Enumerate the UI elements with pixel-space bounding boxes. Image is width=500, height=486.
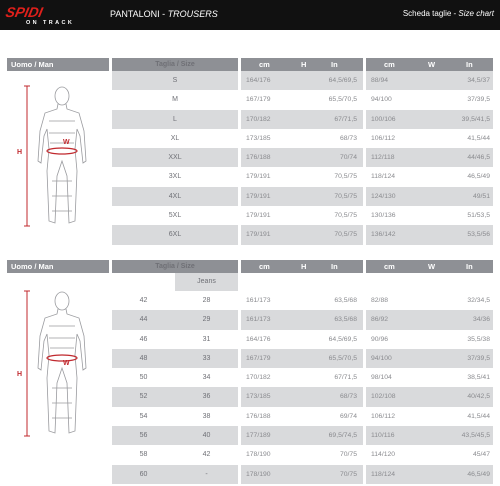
waist-in-cell: 53,5/56 [467, 231, 490, 239]
title-italic: TROUSERS [167, 9, 218, 19]
it-size-cell: 46 [139, 335, 148, 343]
table-row [112, 445, 493, 464]
col-w-cm: cm [384, 60, 395, 69]
height-cm-cell: 170/182 [246, 374, 271, 382]
jeans-subheader-row [112, 273, 493, 291]
waist-in-cell: 46,5/49 [467, 173, 490, 181]
table-row [112, 225, 493, 244]
waist-in-cell: 37/39,5 [467, 96, 490, 104]
height-cm-cell: 177/189 [246, 432, 271, 440]
col-w-in: In [466, 60, 473, 69]
table-row [112, 387, 493, 406]
height-in-cell: 64,5/69,5 [328, 77, 357, 84]
height-cm-cell: 173/185 [246, 393, 271, 401]
height-in-cell: 64,5/69,5 [328, 335, 357, 343]
jeans-size-cell: - [205, 470, 208, 478]
table-row [112, 407, 493, 426]
waist-in-cell: 46,5/49 [467, 470, 490, 478]
height-in-cell: 70,5/75 [334, 173, 357, 181]
height-in-cell: 70,5/75 [334, 192, 357, 200]
waist-cm-cell: 110/116 [371, 432, 395, 440]
table-row [112, 90, 493, 109]
height-in-cell: 65,5/70,5 [328, 96, 357, 104]
col-size: Taglia / Size [155, 263, 195, 270]
brand-logo [6, 4, 102, 28]
subtitle-italic: Size chart [458, 9, 494, 18]
table-header [112, 58, 493, 71]
height-cm-cell: 164/176 [246, 335, 271, 343]
waist-cm-cell: 94/100 [371, 354, 392, 362]
body-measurement-illustration [7, 71, 109, 241]
it-size-cell: 54 [139, 412, 148, 420]
size-cell: XXL [168, 154, 182, 162]
col-h: H [301, 60, 307, 69]
height-marker-label: H [17, 371, 23, 378]
size-cell: S [172, 77, 178, 84]
waist-cm-cell: 106/112 [371, 412, 396, 420]
height-in-cell: 69/74 [339, 412, 357, 420]
size-cell: 6XL [168, 231, 182, 239]
table-row [112, 330, 493, 349]
waist-cm-cell: 118/124 [371, 173, 396, 181]
table-row [112, 129, 493, 148]
height-in-cell: 70,5/75 [334, 231, 357, 239]
jeans-size-cell: 33 [202, 354, 211, 362]
col-h-cm: cm [259, 60, 270, 69]
height-in-cell: 63,5/68 [334, 297, 357, 304]
figure-label: Uomo / Man [7, 260, 109, 273]
size-cell: 5XL [168, 212, 182, 220]
waist-in-cell: 37/39,5 [467, 354, 490, 362]
waist-in-cell: 41,5/44 [467, 134, 490, 142]
jeans-size-cell: 31 [202, 335, 211, 343]
table-row [112, 167, 493, 186]
document-subtitle [403, 9, 494, 18]
figure-panel [7, 58, 109, 241]
table-row [112, 349, 493, 368]
table-row [112, 310, 493, 329]
title-main: PANTALONI - [110, 9, 168, 19]
height-cm-cell: 179/191 [246, 173, 271, 181]
page-header [0, 0, 500, 30]
waist-in-cell: 32/34,5 [467, 297, 490, 304]
size-table-numeric [112, 260, 493, 484]
height-in-cell: 69,5/74,5 [328, 432, 357, 440]
jeans-size-cell: 36 [202, 393, 211, 401]
height-cm-cell: 161/173 [246, 297, 271, 304]
table-row [112, 206, 493, 225]
it-size-cell: 56 [139, 432, 148, 440]
it-size-cell: 50 [139, 374, 148, 382]
waist-cm-cell: 106/112 [371, 134, 396, 142]
waist-marker-label: W [63, 139, 70, 146]
it-size-cell: 58 [139, 451, 148, 459]
waist-in-cell: 38,5/41 [467, 374, 490, 382]
subtitle-main: Scheda taglie - [402, 9, 459, 18]
waist-cm-cell: 136/142 [371, 231, 396, 239]
height-in-cell: 68/73 [339, 393, 357, 401]
size-cell: M [172, 96, 178, 104]
waist-cm-cell: 100/106 [371, 115, 396, 123]
figure-label: Uomo / Man [7, 58, 109, 71]
jeans-size-cell: 34 [202, 374, 211, 382]
waist-cm-cell: 90/96 [371, 335, 389, 343]
height-cm-cell: 167/179 [246, 96, 271, 104]
size-chart-letters [0, 58, 500, 248]
table-header [112, 260, 493, 273]
waist-cm-cell: 118/124 [371, 470, 396, 478]
waist-cm-cell: 86/92 [371, 316, 389, 324]
waist-in-cell: 45/47 [472, 451, 490, 459]
waist-cm-cell: 98/104 [371, 374, 392, 382]
table-body [112, 71, 493, 245]
waist-in-cell: 49/51 [472, 192, 490, 200]
height-in-cell: 67/71,5 [334, 115, 357, 123]
height-cm-cell: 176/188 [246, 412, 271, 420]
table-row [112, 110, 493, 129]
figure-panel [7, 260, 109, 463]
height-marker-label: H [17, 149, 23, 156]
height-cm-cell: 178/190 [246, 451, 271, 459]
body-figure [7, 71, 109, 241]
jeans-size-cell: 38 [202, 412, 211, 420]
height-in-cell: 63,5/68 [334, 316, 357, 324]
table-row [112, 148, 493, 167]
height-cm-cell: 161/173 [246, 316, 271, 324]
waist-cm-cell: 88/94 [371, 77, 389, 84]
jeans-size-cell: 40 [202, 432, 211, 440]
size-table-letters [112, 58, 493, 245]
waist-cm-cell: 130/136 [371, 212, 396, 220]
height-cm-cell: 176/188 [246, 154, 271, 162]
table-row [112, 465, 493, 484]
size-cell: L [173, 115, 177, 123]
waist-in-cell: 34/36 [472, 316, 490, 324]
height-cm-cell: 178/190 [246, 470, 271, 478]
waist-in-cell: 43,5/45,5 [461, 432, 490, 440]
col-h-cm: cm [259, 262, 270, 271]
waist-in-cell: 39,5/41,5 [461, 115, 490, 123]
height-cm-cell: 179/191 [246, 192, 271, 200]
table-row [112, 426, 493, 445]
col-h-in: In [331, 262, 338, 271]
brand-wordmark: SPIDI [4, 4, 45, 20]
it-size-cell: 60 [139, 470, 148, 478]
height-cm-cell: 170/182 [246, 115, 271, 123]
size-chart-numeric [0, 260, 500, 486]
jeans-size-cell: 29 [202, 316, 211, 324]
height-in-cell: 70/75 [339, 470, 357, 478]
col-size: Taglia / Size [155, 61, 195, 68]
height-cm-cell: 173/185 [246, 134, 271, 142]
height-in-cell: 70/74 [339, 154, 357, 162]
brand-tagline: ON TRACK [26, 20, 75, 26]
body-measurement-illustration [7, 273, 109, 463]
waist-cm-cell: 102/108 [371, 393, 396, 401]
height-cm-cell: 179/191 [246, 231, 271, 239]
table-row [112, 291, 493, 310]
col-w-cm: cm [384, 262, 395, 271]
col-w-in: In [466, 262, 473, 271]
waist-cm-cell: 94/100 [371, 96, 392, 104]
it-size-cell: 44 [139, 316, 148, 324]
it-size-cell: 48 [139, 354, 148, 362]
waist-marker-label: W [63, 360, 70, 367]
col-h-in: In [331, 60, 338, 69]
it-size-cell: 52 [139, 393, 148, 401]
waist-in-cell: 44/46,5 [467, 154, 490, 162]
it-size-cell: 42 [139, 297, 148, 304]
height-in-cell: 68/73 [339, 134, 357, 142]
waist-in-cell: 40/42,5 [467, 393, 490, 401]
waist-in-cell: 51/53,5 [467, 212, 490, 220]
size-cell: XL [170, 134, 180, 142]
height-cm-cell: 167/179 [246, 354, 271, 362]
waist-in-cell: 41,5/44 [467, 412, 490, 420]
height-cm-cell: 164/176 [246, 77, 271, 84]
document-title [110, 9, 218, 19]
jeans-label: Jeans [175, 273, 238, 291]
height-in-cell: 70,5/75 [334, 212, 357, 220]
size-cell: 4XL [168, 192, 182, 200]
col-h: H [301, 262, 307, 271]
table-row [112, 368, 493, 387]
height-in-cell: 67/71,5 [334, 374, 357, 382]
height-in-cell: 70/75 [339, 451, 357, 459]
table-row [112, 187, 493, 206]
size-cell: 3XL [168, 173, 182, 181]
jeans-size-cell: 28 [202, 297, 211, 304]
waist-cm-cell: 124/130 [371, 192, 396, 200]
jeans-size-cell: 42 [202, 451, 211, 459]
height-cm-cell: 179/191 [246, 212, 271, 220]
col-w: W [428, 60, 436, 69]
table-body [112, 291, 493, 484]
col-w: W [428, 262, 436, 271]
waist-cm-cell: 114/120 [371, 451, 396, 459]
waist-in-cell: 35,5/38 [467, 335, 490, 343]
body-figure [7, 273, 109, 463]
waist-in-cell: 34,5/37 [467, 77, 490, 84]
height-in-cell: 65,5/70,5 [328, 354, 357, 362]
table-row [112, 71, 493, 90]
waist-cm-cell: 82/88 [371, 297, 389, 304]
waist-cm-cell: 112/118 [371, 154, 395, 162]
